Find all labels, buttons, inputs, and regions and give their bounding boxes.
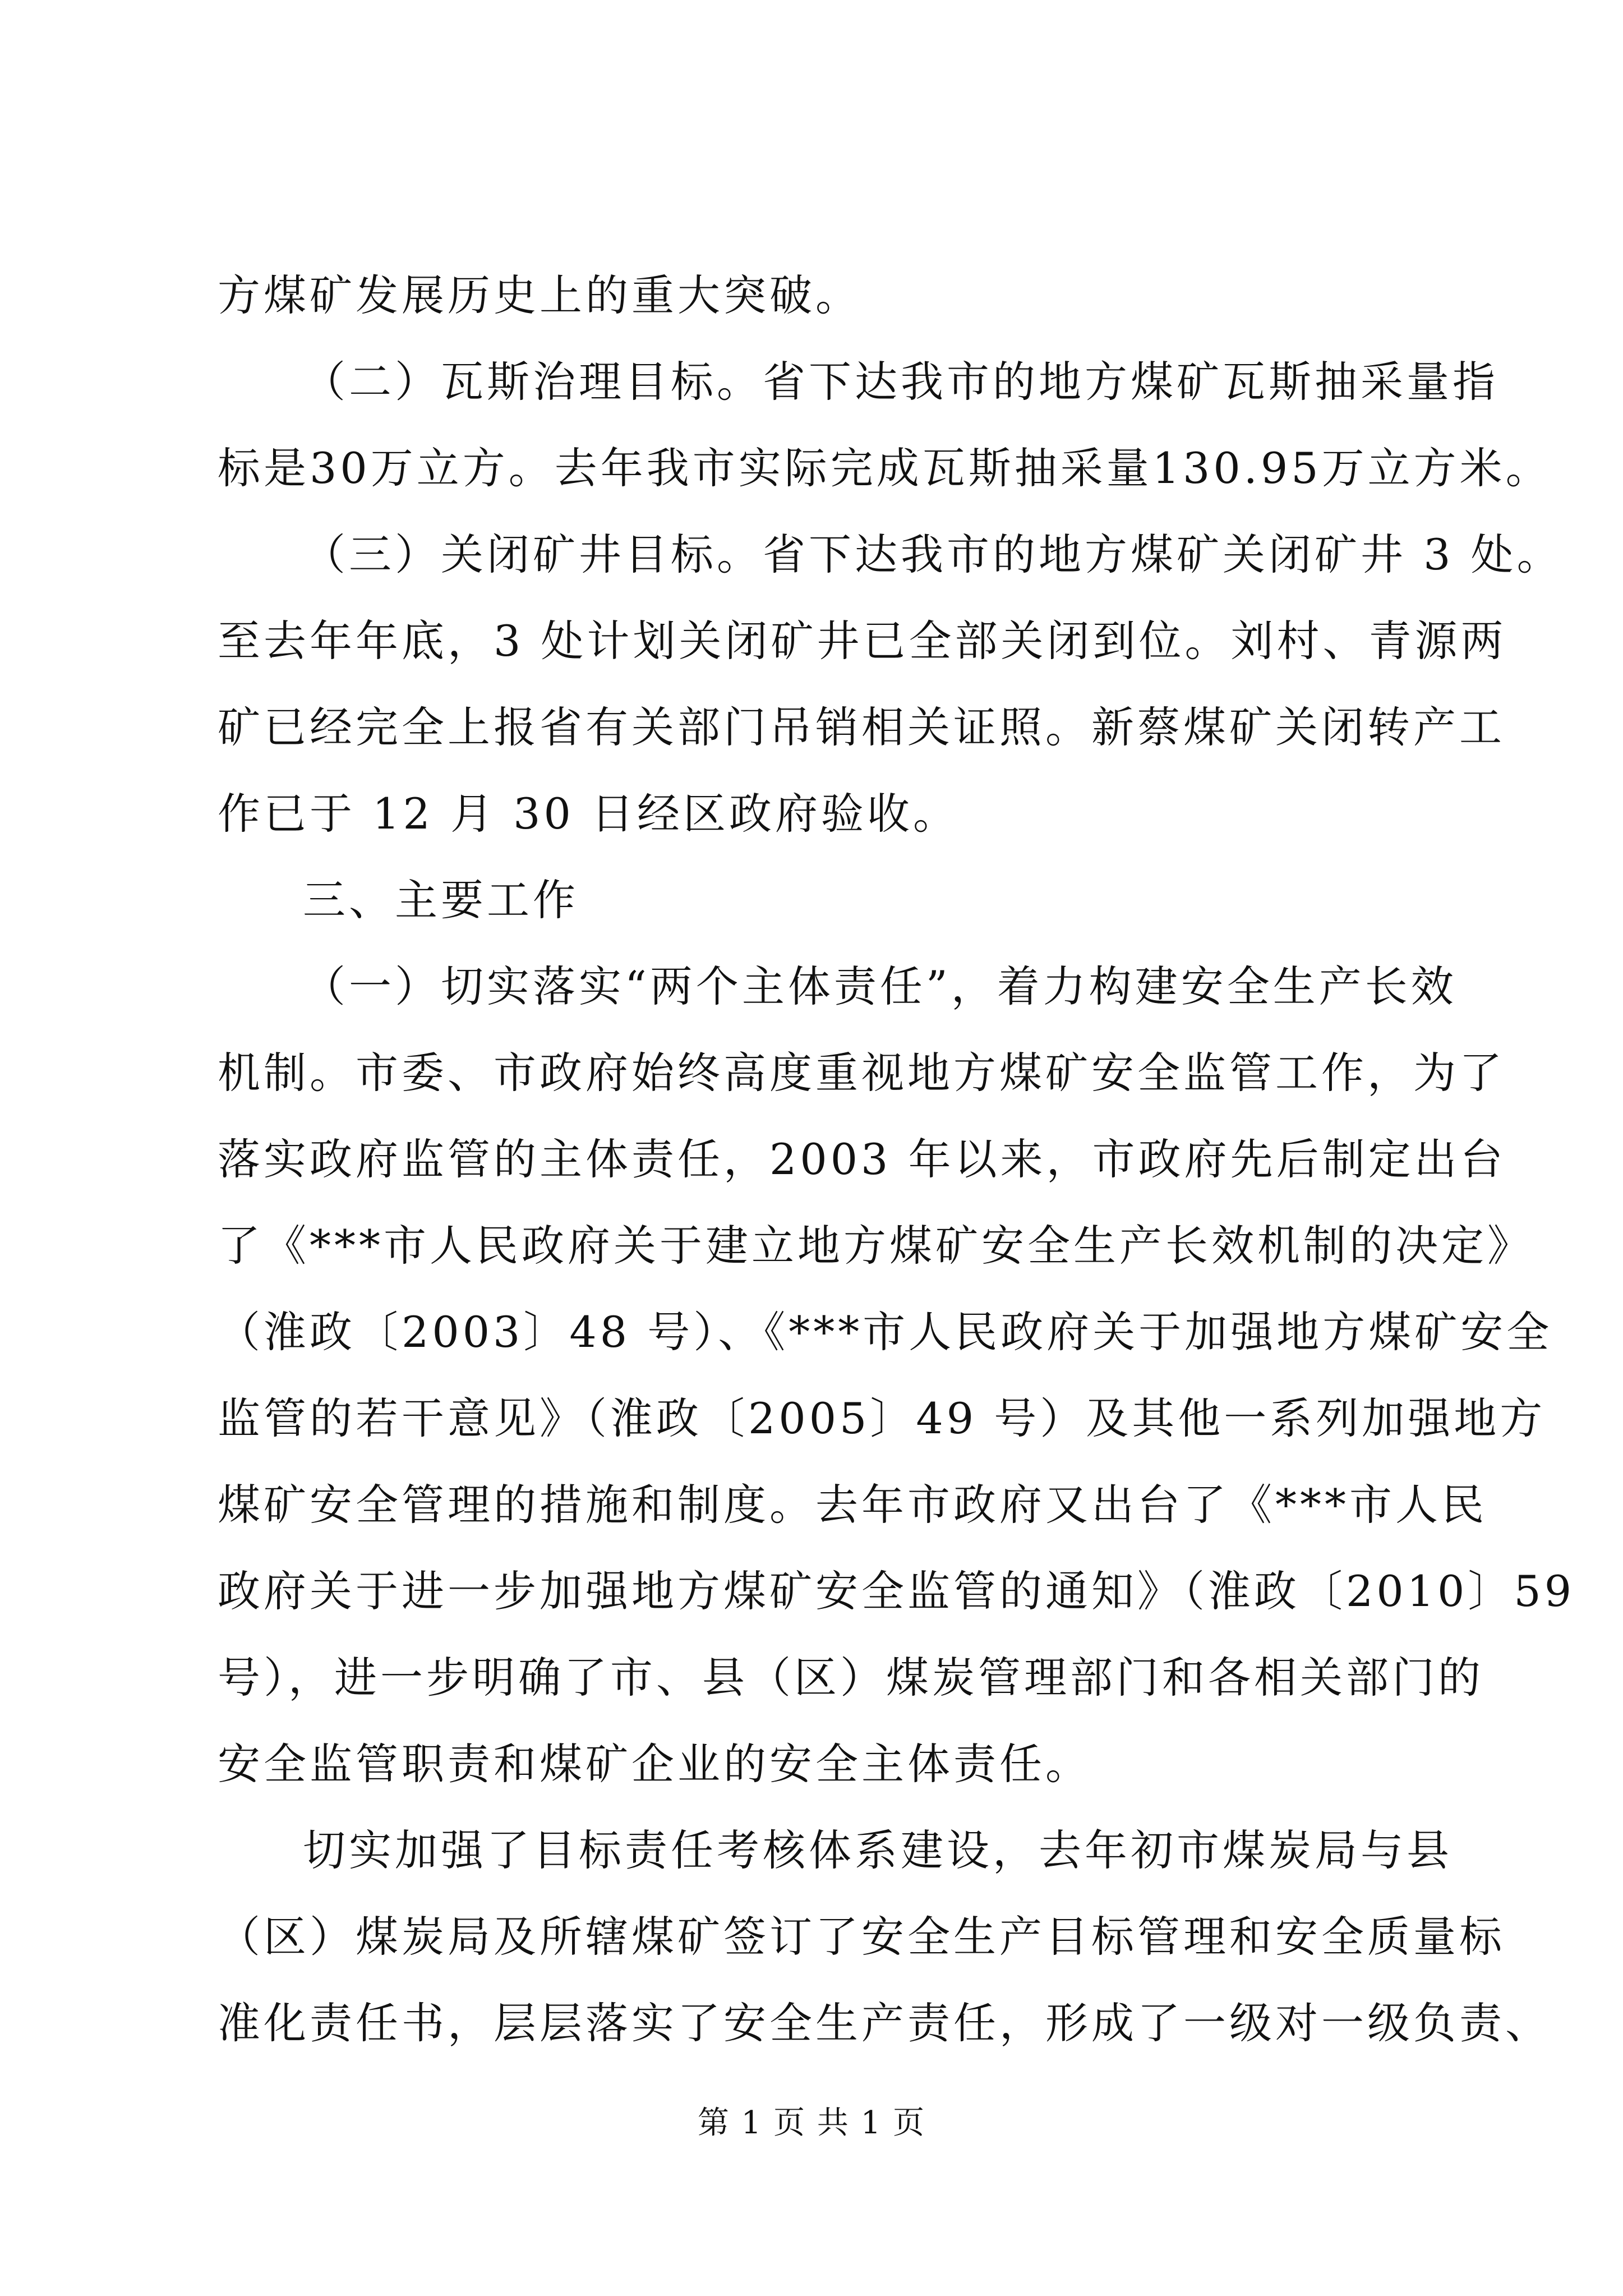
page-number-footer: 第 1 页 共 1 页 (697, 2105, 926, 2141)
text-line: 方煤矿发展历史上的重大突破。 (218, 270, 861, 320)
text-line: （淮政〔2003〕48 号）、《***市人民政府关于加强地方煤矿安全 (218, 1307, 1553, 1357)
document-body (218, 252, 1575, 2067)
text-line: 切实加强了目标责任考核体系建设，去年初市煤炭局与县 (303, 1825, 1453, 1875)
text-line: 至去年年底，3 处计划关闭矿井已全部关闭到位。刘村、青源两 (218, 616, 1507, 666)
text-line: 标是30万立方。去年我市实际完成瓦斯抽采量130.95万立方米。 (218, 443, 1552, 493)
text-line: 政府关于进一步加强地方煤矿安全监管的通知》（淮政〔2010〕59 (218, 1566, 1575, 1616)
text-line: 落实政府监管的主体责任，2003 年以来，市政府先后制定出台 (218, 1134, 1506, 1184)
text-line: 煤矿安全管理的措施和制度。去年市政府又出台了《***市人民 (218, 1480, 1487, 1530)
text-line: （一）切实落实“两个主体责任”，着力构建安全生产长效 (303, 961, 1457, 1011)
text-line: （三）关闭矿井目标。省下达我市的地方煤矿关闭矿井 3 处。 (303, 530, 1563, 579)
text-line: 作已于 12 月 30 日经区政府验收。 (218, 789, 960, 839)
text-line: （二）瓦斯治理目标。省下达我市的地方煤矿瓦斯抽采量指 (303, 357, 1498, 407)
text-line: 准化责任书，层层落实了安全生产责任，形成了一级对一级负责、 (218, 1998, 1551, 2048)
text-line: 号），进一步明确了市、县（区）煤炭管理部门和各相关部门的 (218, 1653, 1484, 1703)
text-line: 矿已经完全上报省有关部门吊销相关证照。新蔡煤矿关闭转产工 (218, 702, 1505, 752)
text-line: （区）煤炭局及所辖煤矿签订了安全生产目标管理和安全质量标 (218, 1912, 1505, 1962)
text-line: 监管的若干意见》（淮政〔2005〕49 号）及其他一系列加强地方 (218, 1393, 1546, 1443)
text-line: 了《***市人民政府关于建立地方煤矿安全生产长效机制的决定》 (218, 1221, 1533, 1271)
section-heading: 三、主要工作 (303, 875, 579, 925)
text-line: 机制。市委、市政府始终高度重视地方煤矿安全监管工作，为了 (218, 1048, 1505, 1098)
text-line: 安全监管职责和煤矿企业的安全主体责任。 (218, 1739, 1091, 1789)
